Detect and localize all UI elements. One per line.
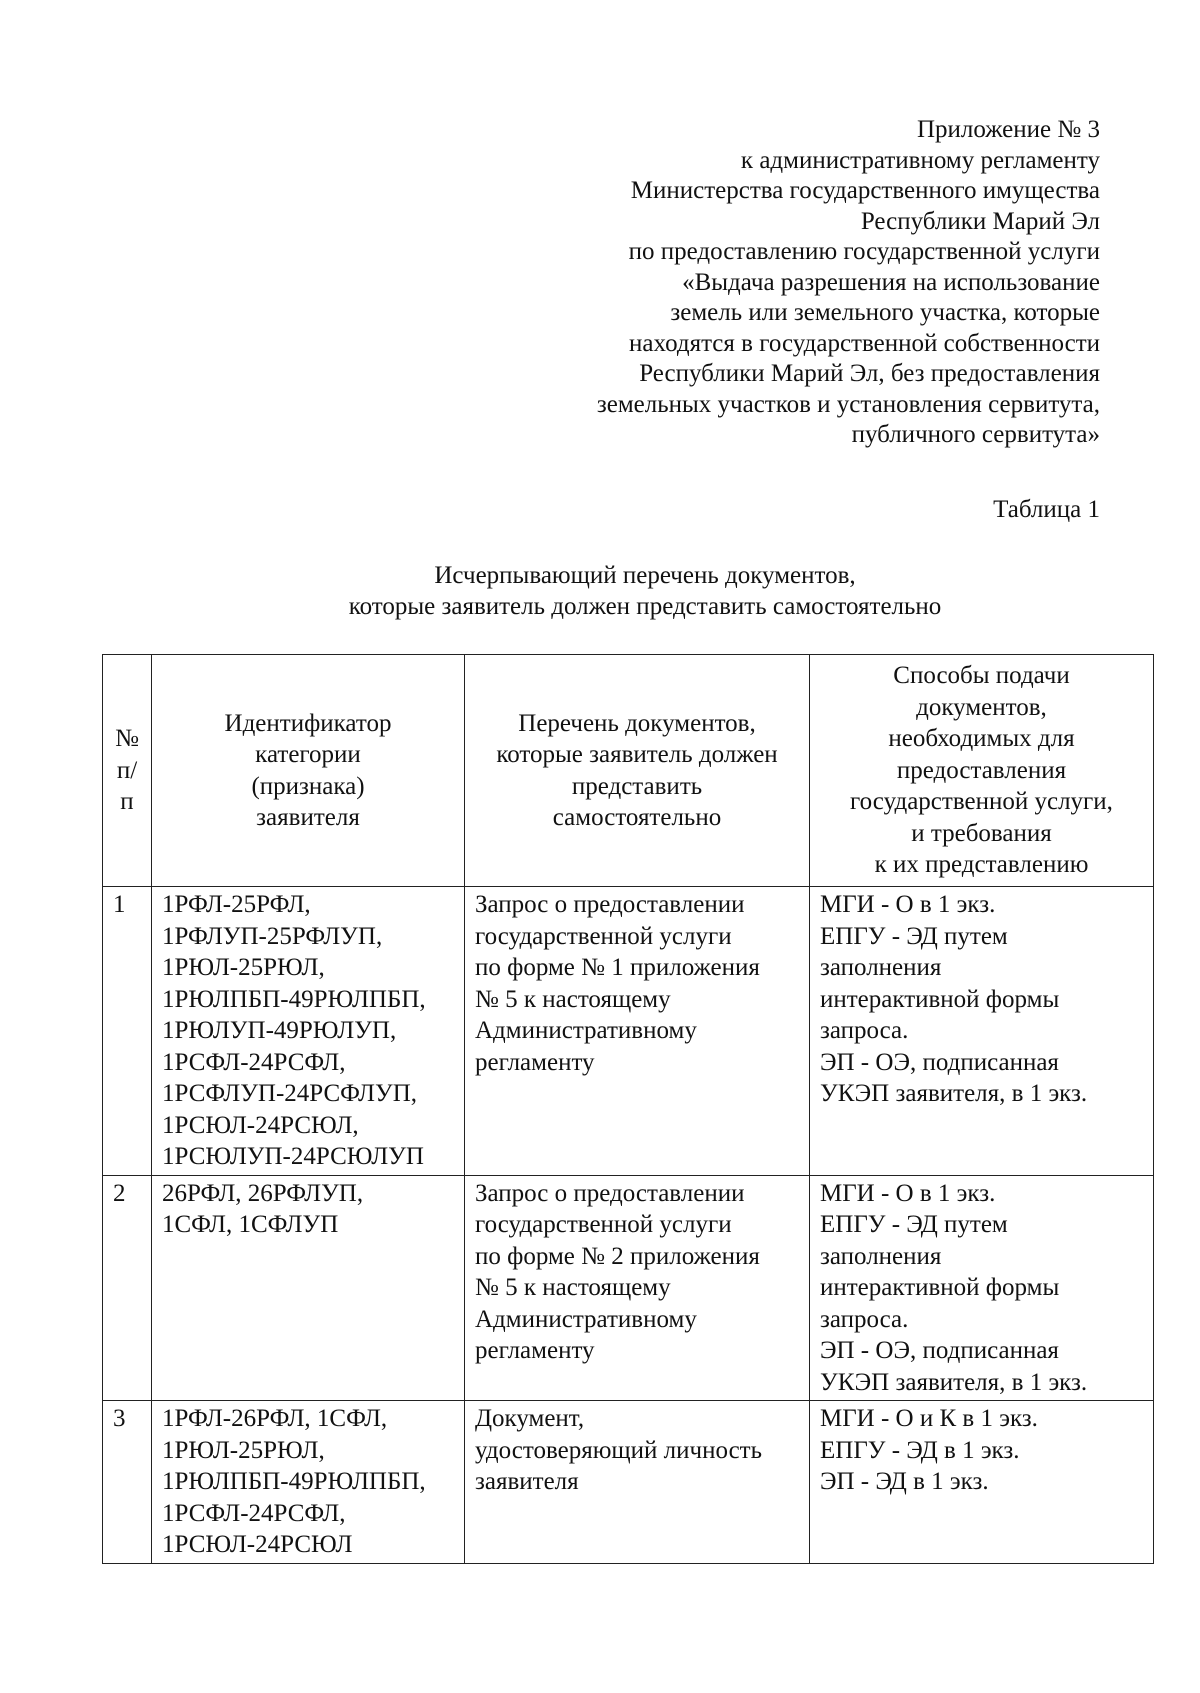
identifier-line: 1РСФЛУП-24РСФЛУП, [162,1080,418,1107]
header-submission-methods [810,655,1154,887]
row-number: 2 [103,1175,152,1401]
header-line: необходимых для [888,725,1075,753]
identifier-line: 1СФЛ, 1СФЛУП [162,1211,339,1238]
header-identifier [152,655,465,887]
appendix-header-line: публичного сервитута» [851,421,1100,448]
documents-line: регламенту [475,1048,595,1076]
documents-cell [465,1401,810,1564]
table-label: Таблица 1 [993,496,1100,523]
documents-line: Административному [475,1017,697,1044]
identifier-line: 1РЮЛУП-49РЮЛУП, [162,1017,397,1044]
method-line: УКЭП заявителя, в 1 экз. [820,1368,1088,1396]
header-line: государственной услуги, [850,788,1113,816]
method-line: ЕПГУ - ЭД в 1 экз. [820,1436,1020,1464]
appendix-header-line: Республики Марий Эл [860,207,1100,235]
applicant-identifier-cell [152,887,465,1176]
method-line: ЭП - ОЭ, подписанная [820,1048,1059,1076]
documents-line: № 5 к настоящему [475,985,671,1013]
header-line: Идентификатор [224,709,392,737]
documents-line: Административному [475,1305,697,1333]
header-line: п [120,788,134,816]
document-title [0,560,1200,622]
identifier-line: 1РСЮЛ-24РСЮЛ [162,1531,353,1558]
appendix-header-line: «Выдача разрешения на использование [682,268,1100,296]
header-line: заявителя [256,804,360,831]
documents-line: Документ, [475,1405,585,1432]
submission-methods-cell [810,887,1154,1176]
document-title-line: которые заявитель должен представить самостоятельно [348,593,942,620]
method-line: интерактивной формы [820,985,1060,1013]
table-header-row [103,655,1154,887]
method-line: МГИ - О и К в 1 экз. [820,1405,1038,1432]
documents-line: по форме № 1 приложения [475,954,760,981]
appendix-header [597,115,1100,451]
documents-line: государственной услуги [475,922,732,950]
identifier-line: 1РСЮЛУП-24РСЮЛУП [162,1143,424,1170]
method-line: запроса. [820,1305,909,1333]
identifier-line: 1РСЮЛ-24РСЮЛ, [162,1111,359,1139]
table-row [103,1175,1154,1401]
header-documents [465,655,810,887]
method-line: заполнения [820,1242,942,1270]
header-num [103,655,152,887]
header-line: Способы подачи [893,662,1070,690]
identifier-line: 1РЮЛПБП-49РЮЛПБП, [162,985,426,1013]
identifier-line: 1РСФЛ-24РСФЛ, [162,1499,346,1527]
appendix-header-line: Приложение № 3 [916,116,1100,143]
submission-methods-cell [810,1401,1154,1564]
header-line: которые заявитель должен [496,741,778,768]
table-row [103,887,1154,1176]
header-line: п/ [116,756,138,784]
documents-cell [465,887,810,1176]
row-number: 3 [103,1401,152,1564]
documents-line: № 5 к настоящему [475,1274,671,1301]
documents-line: по форме № 2 приложения [475,1242,760,1270]
applicant-identifier-cell [152,1401,465,1564]
appendix-header-line: Министерства государственного имущества [630,177,1100,204]
row-number: 1 [103,887,152,1176]
method-line: ЕПГУ - ЭД путем [820,922,1008,950]
identifier-line: 1РФЛУП-25РФЛУП, [162,922,383,950]
identifier-line: 1РСФЛ-24РСФЛ, [162,1048,346,1076]
documents-line: удостоверяющий личность [475,1436,762,1464]
documents-line: государственной услуги [475,1211,732,1238]
appendix-header-line: к административному регламенту [740,146,1100,174]
appendix-header-line: находятся в государственной собственности [629,329,1100,357]
identifier-line: 1РЮЛ-25РЮЛ, [162,1436,325,1464]
header-line: самостоятельно [552,804,722,831]
documents-line: Запрос о предоставлении [475,1179,745,1207]
header-line: документов, [916,693,1047,721]
method-line: запроса. [820,1017,909,1044]
identifier-line: 26РФЛ, 26РФЛУП, [162,1179,364,1207]
documents-line: регламенту [475,1337,595,1364]
documents-cell [465,1175,810,1401]
identifier-line: 1РФЛ-26РФЛ, 1СФЛ, [162,1405,388,1432]
header-line: к их представлению [874,851,1089,879]
identifier-line: 1РЮЛ-25РЮЛ, [162,954,325,981]
method-line: ЭП - ЭД в 1 экз. [820,1468,989,1495]
header-line: и требования [911,819,1052,847]
method-line: интерактивной формы [820,1274,1060,1301]
header-line: предоставления [896,756,1067,784]
method-line: УКЭП заявителя, в 1 экз. [820,1080,1088,1107]
appendix-header-line: земельных участков и установления сервитута, [596,390,1100,418]
method-line: ЭП - ОЭ, подписанная [820,1337,1059,1364]
method-line: ЕПГУ - ЭД путем [820,1211,1008,1238]
header-line: категории [255,741,361,768]
header-line: Перечень документов, [518,709,756,737]
method-line: МГИ - О в 1 экз. [820,891,996,918]
submission-methods-cell [810,1175,1154,1401]
documents-line: заявителя [475,1468,579,1495]
appendix-header-line: Республики Марий Эл, без предоставления [639,360,1100,387]
appendix-header-line: по предоставлению государственной услуги [628,238,1100,265]
header-line: представить [571,772,703,800]
method-line: МГИ - О в 1 экз. [820,1179,996,1207]
documents-table [102,654,1154,1564]
header-line: (признака) [251,772,365,800]
identifier-line: 1РФЛ-25РФЛ, [162,891,311,918]
identifier-line: 1РЮЛПБП-49РЮЛПБП, [162,1468,426,1495]
applicant-identifier-cell [152,1175,465,1401]
method-line: заполнения [820,954,942,981]
table-row [103,1401,1154,1564]
appendix-header-line: земель или земельного участка, которые [670,299,1100,326]
header-line: № [115,725,139,753]
documents-line: Запрос о предоставлении [475,891,745,918]
document-title-line: Исчерпывающий перечень документов, [434,562,856,589]
